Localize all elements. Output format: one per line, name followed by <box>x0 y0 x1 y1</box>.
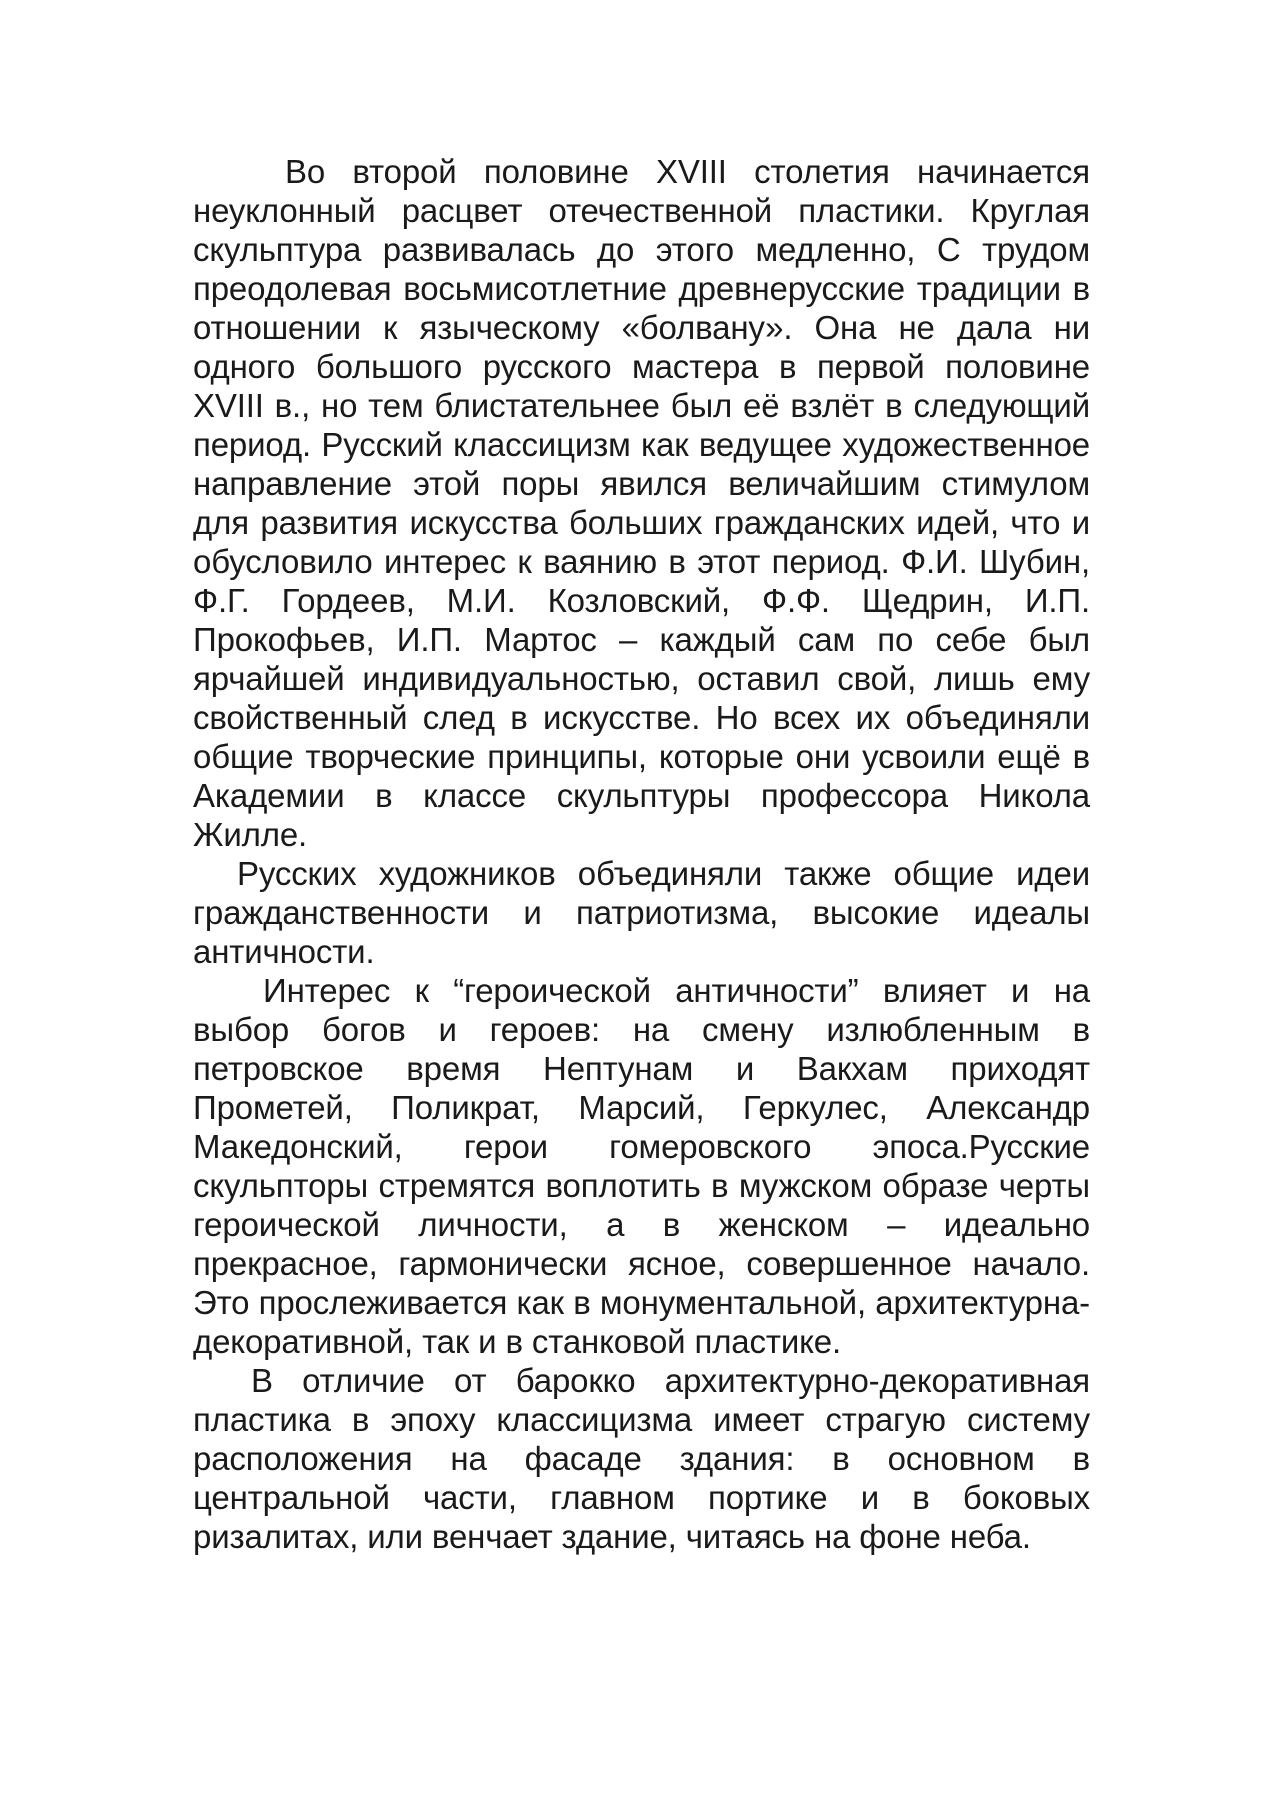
paragraph-3: Интерес к “героической античности” влияет и на выбор богов и героев: на смену излюбленным в петровское время Нептунам и Вакхам приходят Прометей, Поликрат, Марсий, Геркулес, Александр Македонский, герои гомеровского эпоса.Русские скульпторы стремятся воплотить в мужском образе черты героической личности, а в женском – идеально прекрасное, гармонически ясное, совершенное начало. Это прослеживается как в монументальной, архитектурна-декоративной, так и в станковой пластике. <box>193 972 1090 1360</box>
paragraph-2: Русских художников объединяли также общие идеи гражданственности и патриотизма, высокие идеалы античности. <box>193 855 1090 970</box>
paragraph-1: Во второй половине XVIII столетия начинается неуклонный расцвет отечественной пластики. Круглая скульптура развивалась до этого медленно, С трудом преодолевая восьмисотлетние древнерусские традиции в отношении к языческому «болвану». Она не дала ни одного большого русского мастера в первой половине XVIII в., но тем блистательнее был её взлёт в следующий период. Русский классицизм как ведущее художественное направление этой поры явился величайшим стимулом для развития искусства больших гражданских идей, что и обусловило интерес к ваянию в этот период. Ф.И. Шубин, Ф.Г. Гордеев, М.И. Козловский, Ф.Ф. Щедрин, И.П. Прокофьев, И.П. Мартос – каждый сам по себе был ярчайшей индивидуальностью, оставил свой, лишь ему свойственный след в искусстве. Но всех их объединяли общие творческие принципы, которые они усвоили ещё в Академии в классе скульптуры профессора Никола Жилле. <box>193 153 1090 853</box>
body-text <box>193 152 1090 1556</box>
paragraph-4: В отличие от барокко архитектурно-декоративная пластика в эпоху классицизма имеет страгую систему расположения на фасаде здания: в основном в центральной части, главном портике и в боковых ризалитах, или венчает здание, читаясь на фоне неба. <box>193 1362 1090 1555</box>
